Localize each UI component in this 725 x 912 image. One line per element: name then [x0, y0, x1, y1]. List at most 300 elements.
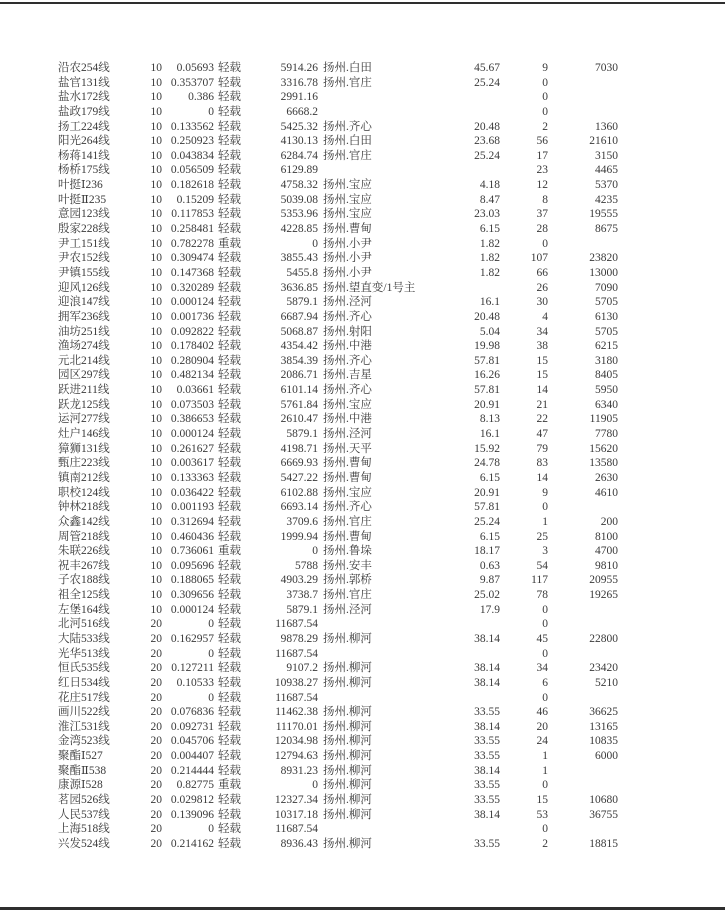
cell-value2: 33.55	[474, 735, 500, 748]
cell-ratio: 0.092731	[170, 720, 214, 733]
cell-load-status: 轻载	[218, 574, 241, 587]
cell-value1: 11687.54	[275, 618, 318, 631]
cell-load-status: 轻载	[218, 398, 241, 411]
cell-value3: 8405	[595, 369, 618, 382]
cell-count: 0	[542, 105, 548, 118]
cell-load-status: 轻载	[218, 384, 241, 397]
cell-station: 扬州.柳河	[323, 794, 372, 807]
cell-value2: 57.81	[474, 501, 500, 514]
table-row	[58, 822, 623, 837]
cell-voltage-kv: 20	[150, 632, 162, 645]
cell-load-status: 轻载	[218, 193, 241, 206]
cell-station: 扬州.官庄	[323, 515, 372, 528]
cell-load-status: 轻载	[218, 706, 241, 719]
cell-line-name: 拥军236线	[58, 310, 110, 323]
cell-value3: 22800	[589, 632, 618, 645]
cell-count: 15	[536, 794, 548, 807]
cell-station: 扬州.曹甸	[323, 223, 372, 236]
cell-value2: 16.26	[474, 369, 500, 382]
table-row	[58, 325, 623, 340]
table-row	[58, 705, 623, 720]
table-row	[58, 368, 623, 383]
cell-ratio: 0.460436	[170, 530, 214, 543]
cell-load-status: 轻载	[218, 559, 241, 572]
cell-value1: 12327.34	[274, 794, 318, 807]
cell-line-name: 北河516线	[58, 618, 110, 631]
cell-voltage-kv: 10	[150, 501, 162, 514]
cell-voltage-kv: 10	[150, 252, 162, 265]
cell-value1: 0	[312, 545, 318, 558]
cell-value3: 13165	[589, 720, 618, 733]
cell-station: 扬州.官庄	[323, 76, 372, 89]
cell-line-name: 阳光264线	[58, 135, 110, 148]
table-row	[58, 793, 623, 808]
cell-station: 扬州.泾河	[323, 603, 372, 616]
table-row	[58, 676, 623, 691]
cell-voltage-kv: 10	[150, 135, 162, 148]
cell-station: 扬州.吉星	[323, 369, 372, 382]
cell-line-name: 恒氏535线	[58, 662, 110, 675]
cell-value2: 5.04	[479, 325, 500, 338]
cell-count: 25	[536, 530, 548, 543]
cell-value2: 8.47	[479, 193, 500, 206]
table-row	[58, 383, 623, 398]
cell-load-status: 轻载	[218, 764, 241, 777]
cell-line-name: 叶挺Ⅱ235	[58, 193, 107, 206]
cell-voltage-kv: 10	[150, 574, 162, 587]
cell-station: 扬州.柳河	[323, 735, 372, 748]
cell-line-name: 叶挺Ⅰ236	[58, 179, 103, 192]
cell-value3: 6340	[595, 398, 618, 411]
cell-ratio: 0.117853	[171, 208, 214, 221]
cell-value2: 33.55	[474, 779, 500, 792]
cell-value3: 21610	[589, 135, 618, 148]
cell-value2: 23.03	[474, 208, 500, 221]
cell-line-name: 左堡164线	[58, 603, 110, 616]
cell-voltage-kv: 10	[150, 530, 162, 543]
cell-line-name: 盐官131线	[58, 76, 110, 89]
cell-value2: 33.55	[474, 706, 500, 719]
cell-line-name: 园区297线	[58, 369, 110, 382]
cell-load-status: 轻载	[218, 325, 241, 338]
cell-value2: 1.82	[479, 266, 500, 279]
cell-line-name: 金湾523线	[58, 735, 110, 748]
table-row	[58, 530, 623, 545]
cell-value3: 5950	[595, 384, 618, 397]
cell-count: 15	[536, 369, 548, 382]
cell-ratio: 0.250923	[170, 135, 214, 148]
cell-ratio: 0.095696	[170, 559, 214, 572]
cell-value1: 5039.08	[280, 193, 318, 206]
cell-voltage-kv: 20	[150, 750, 162, 763]
cell-line-name: 尹农152线	[58, 252, 110, 265]
cell-value2: 33.55	[474, 794, 500, 807]
cell-ratio: 0.139096	[170, 808, 214, 821]
cell-count: 2	[542, 120, 548, 133]
cell-line-name: 迎风126线	[58, 281, 110, 294]
cell-ratio: 0.127211	[171, 662, 214, 675]
cell-count: 66	[536, 266, 548, 279]
cell-load-status: 轻载	[218, 808, 241, 821]
cell-value2: 23.68	[474, 135, 500, 148]
cell-count: 26	[536, 281, 548, 294]
cell-value1: 8931.23	[280, 764, 318, 777]
cell-value3: 15620	[589, 442, 618, 455]
table-row	[58, 207, 623, 222]
cell-count: 12	[536, 179, 548, 192]
cell-value2: 25.02	[474, 589, 500, 602]
cell-ratio: 0.05693	[176, 62, 214, 74]
cell-count: 0	[542, 618, 548, 631]
cell-value3: 19265	[589, 589, 618, 602]
cell-value1: 9878.29	[280, 632, 318, 645]
cell-voltage-kv: 10	[150, 223, 162, 236]
cell-value3: 7780	[595, 428, 618, 441]
cell-line-name: 元北214线	[58, 354, 110, 367]
cell-station: 扬州.白田	[323, 135, 372, 148]
cell-value1: 4228.85	[280, 223, 318, 236]
cell-value2: 0.63	[479, 559, 500, 572]
cell-voltage-kv: 10	[150, 325, 162, 338]
cell-count: 37	[536, 208, 548, 221]
cell-line-name: 职校124线	[58, 486, 110, 499]
cell-voltage-kv: 10	[150, 589, 162, 602]
cell-line-name: 大陆533线	[58, 632, 110, 645]
cell-voltage-kv: 10	[150, 179, 162, 192]
cell-value2: 25.24	[474, 76, 500, 89]
cell-load-status: 轻载	[218, 471, 241, 484]
cell-ratio: 0.482134	[170, 369, 214, 382]
table-row	[58, 500, 623, 515]
cell-count: 21	[536, 398, 548, 411]
cell-voltage-kv: 10	[150, 515, 162, 528]
cell-voltage-kv: 20	[150, 647, 162, 660]
cell-line-name: 迎浪147线	[58, 296, 110, 309]
cell-value1: 2086.71	[280, 369, 318, 382]
table-row	[58, 61, 623, 76]
table-row	[58, 588, 623, 603]
cell-station: 扬州.曹甸	[323, 471, 372, 484]
cell-ratio: 0.353707	[170, 76, 214, 89]
cell-value1: 6101.14	[280, 384, 318, 397]
cell-voltage-kv: 10	[150, 62, 162, 74]
cell-station: 扬州.柳河	[323, 632, 372, 645]
cell-line-name: 渔场274线	[58, 340, 110, 353]
cell-value2: 16.1	[479, 428, 500, 441]
cell-value1: 3855.43	[280, 252, 318, 265]
cell-value1: 5914.26	[280, 62, 318, 74]
cell-station: 扬州.宝应	[323, 179, 372, 192]
cell-value3: 20955	[589, 574, 618, 587]
cell-count: 24	[536, 735, 548, 748]
cell-voltage-kv: 10	[150, 164, 162, 177]
cell-line-name: 朱联226线	[58, 545, 110, 558]
cell-value2: 8.13	[479, 413, 500, 426]
page-separator-bottom	[0, 907, 725, 910]
cell-count: 0	[542, 779, 548, 792]
cell-line-name: 花庄517线	[58, 691, 110, 704]
cell-count: 28	[536, 223, 548, 236]
cell-load-status: 轻载	[218, 794, 241, 807]
cell-load-status: 轻载	[218, 120, 241, 133]
cell-station: 扬州.泾河	[323, 296, 372, 309]
cell-value1: 4354.42	[280, 340, 318, 353]
cell-line-name: 祝丰267线	[58, 559, 110, 572]
cell-voltage-kv: 10	[150, 237, 162, 250]
cell-value3: 5705	[595, 296, 618, 309]
cell-value3: 36625	[589, 706, 618, 719]
cell-value3: 4235	[595, 193, 618, 206]
cell-value1: 1999.94	[280, 530, 318, 543]
cell-ratio: 0.15209	[176, 193, 214, 206]
cell-load-status: 轻载	[218, 428, 241, 441]
cell-ratio: 0	[208, 105, 214, 118]
cell-value3: 7090	[595, 281, 618, 294]
table-row	[58, 398, 623, 413]
cell-value1: 11170.01	[275, 720, 318, 733]
table-row	[58, 163, 623, 178]
cell-ratio: 0.000124	[170, 428, 214, 441]
cell-line-name: 杨蒋141线	[58, 149, 110, 162]
table-row	[58, 134, 623, 149]
cell-load-status: 轻载	[218, 515, 241, 528]
cell-count: 30	[536, 296, 548, 309]
cell-line-name: 聚酯Ⅰ527	[58, 750, 103, 763]
cell-line-name: 茗园526线	[58, 794, 110, 807]
cell-ratio: 0.092822	[170, 325, 214, 338]
cell-voltage-kv: 10	[150, 559, 162, 572]
cell-value1: 6693.14	[280, 501, 318, 514]
cell-value2: 24.78	[474, 457, 500, 470]
cell-station: 扬州.中港	[323, 340, 372, 353]
cell-voltage-kv: 20	[150, 764, 162, 777]
cell-ratio: 0.000124	[170, 603, 214, 616]
cell-value3: 200	[600, 515, 618, 528]
table-row	[58, 691, 623, 706]
cell-voltage-kv: 20	[150, 676, 162, 689]
cell-value1: 5879.1	[286, 428, 318, 441]
cell-value1: 4130.13	[280, 135, 318, 148]
cell-count: 9	[542, 486, 548, 499]
cell-value2: 25.24	[474, 149, 500, 162]
cell-load-status: 轻载	[218, 354, 241, 367]
cell-value2: 38.14	[474, 720, 500, 733]
cell-count: 14	[536, 471, 548, 484]
cell-value1: 12794.63	[274, 750, 318, 763]
cell-voltage-kv: 20	[150, 618, 162, 631]
cell-value2: 4.18	[479, 179, 500, 192]
cell-line-name: 运河277线	[58, 413, 110, 426]
cell-value3: 4610	[595, 486, 618, 499]
cell-ratio: 0.10533	[176, 676, 214, 689]
cell-line-name: 画川522线	[58, 706, 110, 719]
cell-load-status: 轻载	[218, 91, 241, 104]
cell-count: 38	[536, 340, 548, 353]
cell-ratio: 0.133363	[170, 471, 214, 484]
cell-value1: 8936.43	[280, 837, 318, 850]
cell-ratio: 0.03661	[176, 384, 214, 397]
cell-line-name: 钟林218线	[58, 501, 110, 514]
table-row	[58, 412, 623, 427]
cell-station: 扬州.中港	[323, 413, 372, 426]
cell-count: 0	[542, 647, 548, 660]
cell-ratio: 0.001736	[170, 310, 214, 323]
table-row	[58, 354, 623, 369]
cell-count: 20	[536, 720, 548, 733]
cell-value1: 5455.8	[286, 266, 318, 279]
cell-value2: 57.81	[474, 384, 500, 397]
cell-value1: 6102.88	[280, 486, 318, 499]
cell-value2: 15.92	[474, 442, 500, 455]
cell-value3: 8675	[595, 223, 618, 236]
cell-value1: 6669.93	[280, 457, 318, 470]
cell-value2: 16.1	[479, 296, 500, 309]
cell-value2: 57.81	[474, 354, 500, 367]
cell-ratio: 0.000124	[170, 296, 214, 309]
cell-ratio: 0.043834	[170, 149, 214, 162]
table-row	[58, 266, 623, 281]
cell-value2: 25.24	[474, 515, 500, 528]
cell-ratio: 0	[208, 647, 214, 660]
cell-station: 扬州.齐心	[323, 384, 372, 397]
table-row	[58, 647, 623, 662]
cell-station: 扬州.柳河	[323, 750, 372, 763]
cell-line-name: 跃龙125线	[58, 398, 110, 411]
cell-value3: 5705	[595, 325, 618, 338]
cell-load-status: 轻载	[218, 618, 241, 631]
cell-ratio: 0	[208, 618, 214, 631]
cell-count: 0	[542, 823, 548, 836]
table-row	[58, 456, 623, 471]
table-row	[58, 339, 623, 354]
cell-count: 23	[536, 164, 548, 177]
cell-value1: 5879.1	[286, 296, 318, 309]
cell-count: 3	[542, 545, 548, 558]
cell-load-status: 轻载	[218, 149, 241, 162]
cell-station: 扬州.曹甸	[323, 530, 372, 543]
table-row	[58, 251, 623, 266]
cell-station: 扬州.郭桥	[323, 574, 372, 587]
cell-value2: 20.48	[474, 120, 500, 133]
cell-load-status: 轻载	[218, 486, 241, 499]
cell-load-status: 轻载	[218, 735, 241, 748]
cell-value2: 6.15	[479, 223, 500, 236]
cell-value2: 17.9	[479, 603, 500, 616]
cell-count: 83	[536, 457, 548, 470]
table-row	[58, 193, 623, 208]
cell-count: 46	[536, 706, 548, 719]
cell-value1: 5879.1	[286, 603, 318, 616]
cell-voltage-kv: 10	[150, 457, 162, 470]
cell-count: 34	[536, 325, 548, 338]
cell-voltage-kv: 10	[150, 354, 162, 367]
cell-station: 扬州.泾河	[323, 428, 372, 441]
cell-voltage-kv: 20	[150, 735, 162, 748]
cell-line-name: 盐水172线	[58, 91, 110, 104]
cell-count: 0	[542, 691, 548, 704]
cell-ratio: 0.029812	[170, 794, 214, 807]
cell-station: 扬州.宝应	[323, 398, 372, 411]
cell-value2: 1.82	[479, 252, 500, 265]
cell-line-name: 子农188线	[58, 574, 110, 587]
cell-value1: 4198.71	[280, 442, 318, 455]
cell-count: 79	[536, 442, 548, 455]
table-row	[58, 471, 623, 486]
cell-load-status: 轻载	[218, 530, 241, 543]
cell-line-name: 獐狮131线	[58, 442, 110, 455]
cell-station: 扬州.柳河	[323, 662, 372, 675]
cell-value3: 5210	[595, 676, 618, 689]
cell-value3: 11905	[589, 413, 618, 426]
table-row	[58, 295, 623, 310]
cell-value1: 10317.18	[274, 808, 318, 821]
cell-ratio: 0.309474	[170, 252, 214, 265]
cell-line-name: 兴发524线	[58, 837, 110, 850]
cell-voltage-kv: 20	[150, 794, 162, 807]
cell-load-status: 轻载	[218, 164, 241, 177]
cell-station: 扬州.柳河	[323, 837, 372, 850]
cell-value2: 20.91	[474, 398, 500, 411]
cell-count: 34	[536, 662, 548, 675]
cell-voltage-kv: 10	[150, 545, 162, 558]
cell-value1: 11687.54	[275, 647, 318, 660]
cell-voltage-kv: 10	[150, 442, 162, 455]
cell-station: 扬州.齐心	[323, 501, 372, 514]
cell-voltage-kv: 10	[150, 208, 162, 221]
cell-value1: 3854.39	[280, 354, 318, 367]
cell-ratio: 0.056509	[170, 164, 214, 177]
cell-station: 扬州.小尹	[323, 266, 372, 279]
cell-line-name: 众鑫142线	[58, 515, 110, 528]
cell-value3: 36755	[589, 808, 618, 821]
cell-line-name: 淮江531线	[58, 720, 110, 733]
cell-load-status: 轻载	[218, 691, 241, 704]
cell-voltage-kv: 10	[150, 428, 162, 441]
cell-ratio: 0.309656	[170, 589, 214, 602]
cell-voltage-kv: 10	[150, 603, 162, 616]
cell-value2: 1.82	[479, 237, 500, 250]
cell-load-status: 轻载	[218, 252, 241, 265]
cell-line-name: 周管218线	[58, 530, 110, 543]
cell-value1: 11687.54	[275, 823, 318, 836]
cell-value3: 8100	[595, 530, 618, 543]
cell-station: 扬州.鲁垛	[323, 545, 372, 558]
line-load-report-table	[58, 61, 623, 852]
cell-load-status: 轻载	[218, 296, 241, 309]
cell-count: 117	[531, 574, 548, 587]
cell-value2: 38.14	[474, 632, 500, 645]
table-row	[58, 90, 623, 105]
cell-load-status: 轻载	[218, 676, 241, 689]
cell-value3: 9810	[595, 559, 618, 572]
cell-line-name: 灶户146线	[58, 428, 110, 441]
cell-load-status: 轻载	[218, 413, 241, 426]
cell-ratio: 0.258481	[170, 223, 214, 236]
table-row	[58, 281, 623, 296]
cell-voltage-kv: 10	[150, 486, 162, 499]
cell-station: 扬州.齐心	[323, 120, 372, 133]
table-row	[58, 837, 623, 852]
cell-value3: 5370	[595, 179, 618, 192]
cell-load-status: 重载	[218, 545, 241, 558]
cell-line-name: 聚酯Ⅱ538	[58, 764, 107, 777]
cell-value1: 5353.96	[280, 208, 318, 221]
cell-count: 15	[536, 354, 548, 367]
cell-voltage-kv: 10	[150, 193, 162, 206]
cell-line-name: 祖全125线	[58, 589, 110, 602]
cell-voltage-kv: 10	[150, 281, 162, 294]
cell-line-name: 殷家228线	[58, 223, 110, 236]
